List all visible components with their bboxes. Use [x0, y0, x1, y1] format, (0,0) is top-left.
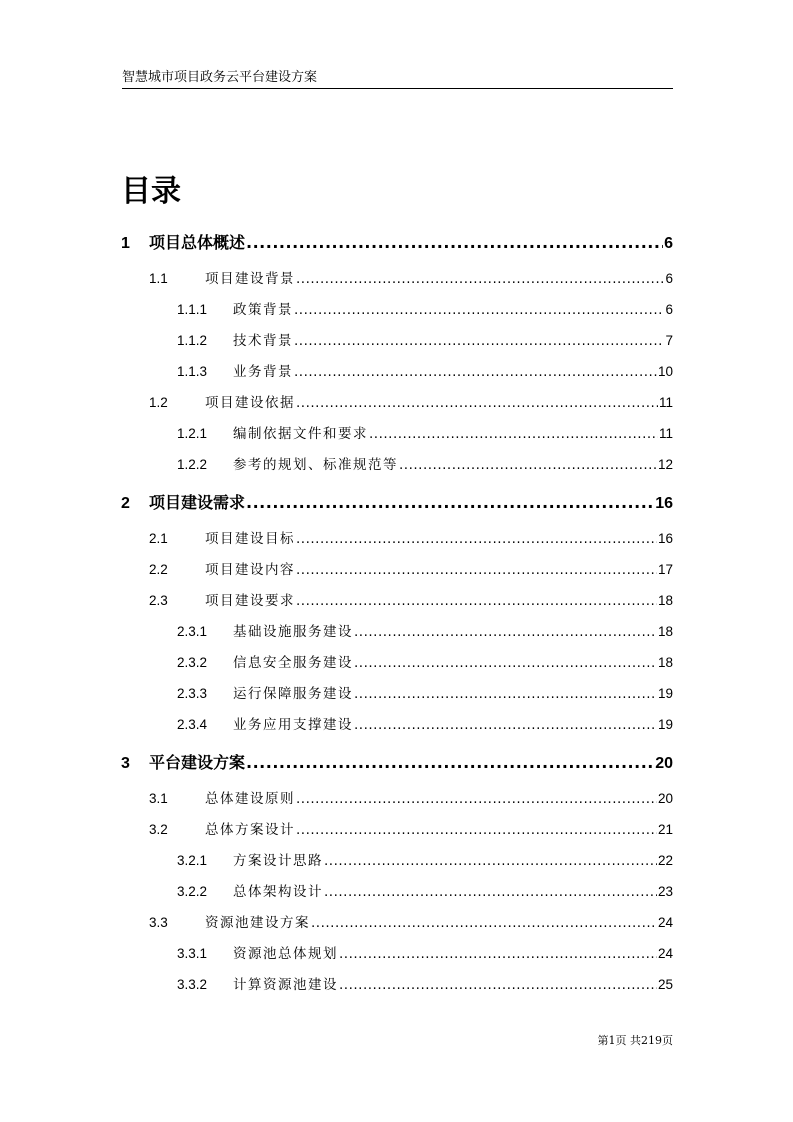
toc-entry-level2[interactable] [149, 391, 673, 415]
toc-entry-page: 24 [657, 915, 673, 930]
toc-entry-level3[interactable] [177, 620, 673, 644]
toc-leader-dots [296, 791, 657, 807]
toc-leader-dots [296, 562, 657, 578]
toc-leader-dots [296, 531, 657, 547]
toc-leader-dots [296, 395, 658, 411]
toc-entry-label: 项目建设依据 [205, 395, 295, 411]
toc-leader-dots [339, 977, 657, 993]
toc-title: 目录 [121, 174, 181, 209]
toc-leader-dots [246, 493, 654, 512]
toc-entry-number: 1 [121, 235, 130, 252]
toc-leader-dots [294, 302, 664, 318]
page-footer: 第1页 共219页 [597, 1034, 673, 1047]
toc-entry-page: 25 [657, 977, 673, 992]
toc-entry-page: 17 [657, 562, 673, 577]
toc-entry-page: 20 [657, 791, 673, 806]
toc-entry-level3[interactable] [177, 682, 673, 706]
toc-leader-dots [399, 457, 657, 473]
toc-entry-page: 6 [665, 271, 673, 286]
toc-entry-label: 项目建设目标 [205, 531, 295, 547]
toc-entry-page: 19 [657, 686, 673, 701]
toc-entry-number: 3.2.1 [177, 853, 208, 868]
toc-entry-level2[interactable] [149, 267, 673, 291]
toc-entry-label: 项目总体概述 [149, 233, 246, 252]
toc-entry-level3[interactable] [177, 942, 673, 966]
toc-entry-label: 信息安全服务建设 [233, 655, 353, 671]
toc-entry-level2[interactable] [149, 527, 673, 551]
toc-entry-label: 资源池建设方案 [205, 915, 310, 931]
toc-entry-page: 6 [665, 302, 673, 317]
toc-entry-number: 1.1.2 [177, 333, 208, 348]
toc-entry-page: 18 [657, 655, 673, 670]
toc-entry-level3[interactable] [177, 849, 673, 873]
running-header-title: 智慧城市项目政务云平台建设方案 [122, 70, 318, 85]
toc-entry-page: 20 [655, 755, 673, 772]
toc-entry-level3[interactable] [177, 973, 673, 997]
toc-entry-page: 18 [657, 593, 673, 608]
toc-entry-label: 基础设施服务建设 [233, 624, 353, 640]
toc-entry-level3[interactable] [177, 329, 673, 353]
toc-entry-label: 业务背景 [233, 364, 293, 380]
toc-leader-dots [296, 822, 657, 838]
toc-leader-dots [246, 753, 654, 772]
toc-entry-number: 3.3 [149, 915, 168, 930]
toc-entry-level1[interactable] [121, 750, 673, 780]
toc-leader-dots [354, 655, 657, 671]
toc-entry-page: 12 [657, 457, 673, 472]
toc-entry-label: 计算资源池建设 [233, 977, 338, 993]
toc-entry-label: 运行保障服务建设 [233, 686, 353, 702]
toc-leader-dots [324, 884, 657, 900]
toc-leader-dots [296, 271, 664, 287]
toc-entry-number: 1.1.3 [177, 364, 208, 379]
toc-entry-page: 21 [657, 822, 673, 837]
toc-entry-page: 11 [658, 426, 673, 441]
toc-entry-label: 资源池总体规划 [233, 946, 338, 962]
toc-entry-number: 3.2.2 [177, 884, 208, 899]
toc-entry-label: 总体建设原则 [205, 791, 295, 807]
toc-entry-page: 18 [657, 624, 673, 639]
toc-entry-number: 2.2 [149, 562, 168, 577]
toc-entry-label: 业务应用支撑建设 [233, 717, 353, 733]
toc-entry-level2[interactable] [149, 558, 673, 582]
toc-entry-label: 政策背景 [233, 302, 293, 318]
toc-entry-number: 3.1 [149, 791, 168, 806]
toc-leader-dots [354, 624, 657, 640]
toc-entry-number: 3.3.2 [177, 977, 208, 992]
toc-entry-level1[interactable] [121, 230, 673, 260]
toc-entry-label: 项目建设背景 [205, 271, 295, 287]
toc-entry-label: 总体方案设计 [205, 822, 295, 838]
toc-leader-dots [324, 853, 657, 869]
toc-entry-number: 2.3 [149, 593, 168, 608]
toc-entry-page: 16 [655, 495, 673, 512]
toc-entry-level3[interactable] [177, 298, 673, 322]
toc-entry-page: 23 [657, 884, 673, 899]
toc-entry-number: 1.2.2 [177, 457, 208, 472]
toc-leader-dots [311, 915, 657, 931]
toc-entry-page: 10 [657, 364, 673, 379]
toc-entry-number: 1.2.1 [177, 426, 208, 441]
toc-entry-number: 1.1.1 [177, 302, 208, 317]
toc-leader-dots [354, 717, 657, 733]
toc-entry-number: 2.3.4 [177, 717, 208, 732]
toc-entry-level2[interactable] [149, 589, 673, 613]
toc-entry-level1[interactable] [121, 490, 673, 520]
toc-entry-page: 16 [657, 531, 673, 546]
toc-entry-page: 22 [657, 853, 673, 868]
toc-leader-dots [294, 364, 657, 380]
toc-entry-level2[interactable] [149, 818, 673, 842]
toc-entry-page: 19 [657, 717, 673, 732]
toc-entry-number: 2.1 [149, 531, 168, 546]
toc-entry-number: 3 [121, 755, 130, 772]
toc-leader-dots [369, 426, 658, 442]
toc-entry-level3[interactable] [177, 880, 673, 904]
toc-entry-number: 3.2 [149, 822, 168, 837]
toc-leader-dots [294, 333, 664, 349]
toc-entry-number: 2 [121, 495, 130, 512]
toc-entry-page: 24 [657, 946, 673, 961]
toc-leader-dots [354, 686, 657, 702]
toc-leader-dots [296, 593, 657, 609]
toc-entry-level3[interactable] [177, 453, 673, 477]
toc-entry-number: 1.2 [149, 395, 168, 410]
toc-entry-level3[interactable] [177, 360, 673, 384]
toc-entry-page: 11 [658, 395, 673, 410]
toc-entry-label: 项目建设需求 [149, 493, 246, 512]
toc-entry-label: 平台建设方案 [149, 753, 246, 772]
toc-entry-number: 2.3.2 [177, 655, 208, 670]
toc-entry-level3[interactable] [177, 651, 673, 675]
toc-entry-level2[interactable] [149, 911, 673, 935]
toc-entry-label: 项目建设内容 [205, 562, 295, 578]
toc-entry-level2[interactable] [149, 787, 673, 811]
toc-leader-dots [339, 946, 657, 962]
toc-entry-level3[interactable] [177, 422, 673, 446]
toc-entry-label: 方案设计思路 [233, 853, 323, 869]
toc-leader-dots [246, 233, 663, 252]
running-header [122, 68, 673, 89]
toc-entry-label: 总体架构设计 [233, 884, 323, 900]
toc-entry-number: 2.3.1 [177, 624, 208, 639]
toc-entry-label: 参考的规划、标准规范等 [233, 457, 398, 473]
toc-entry-label: 项目建设要求 [205, 593, 295, 609]
toc-entry-page: 6 [664, 235, 673, 252]
toc-entry-number: 2.3.3 [177, 686, 208, 701]
toc-entry-level3[interactable] [177, 713, 673, 737]
toc-entry-page: 7 [665, 333, 673, 348]
toc-entry-label: 编制依据文件和要求 [233, 426, 368, 442]
toc-entry-number: 1.1 [149, 271, 168, 286]
toc-entry-label: 技术背景 [233, 333, 293, 349]
toc-entry-number: 3.3.1 [177, 946, 208, 961]
